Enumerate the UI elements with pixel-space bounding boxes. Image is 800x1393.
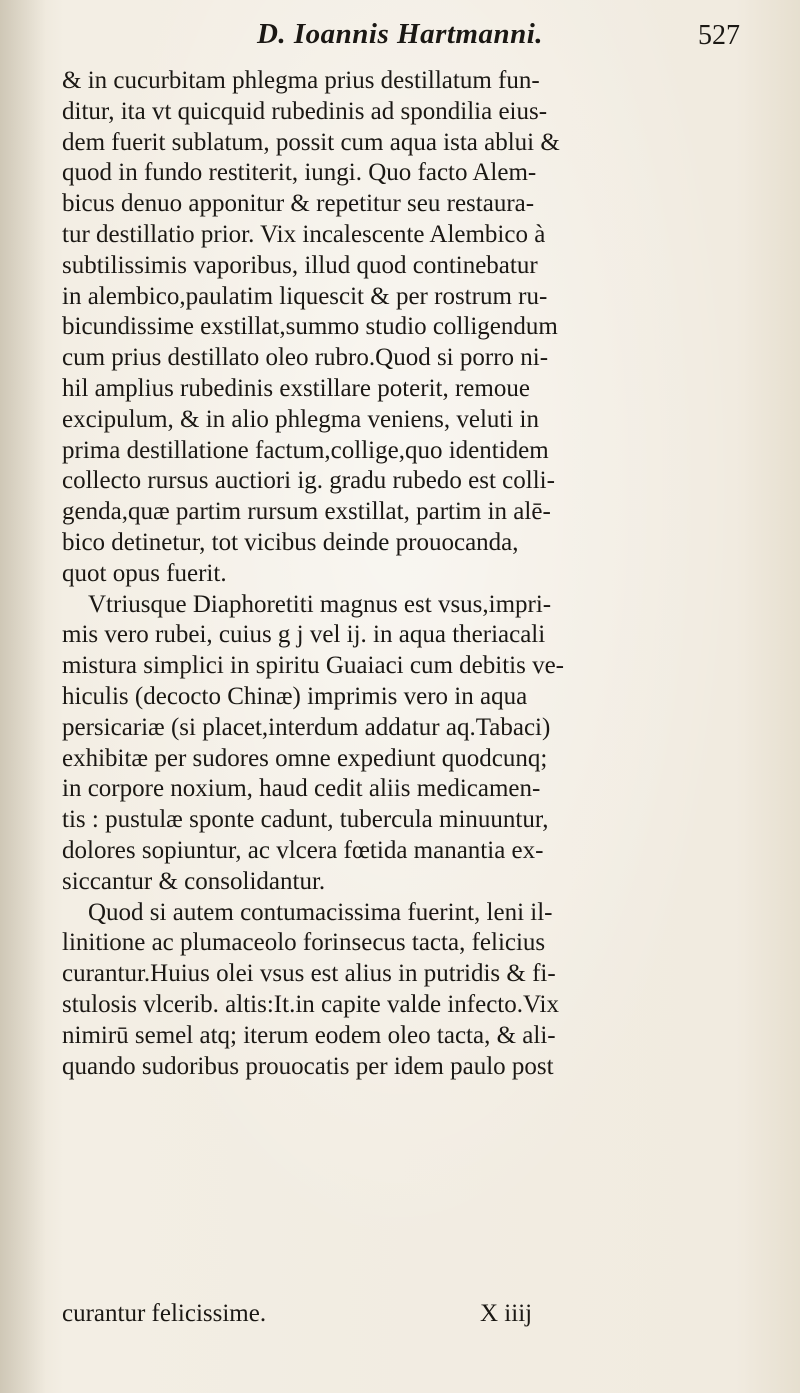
page-header [60,18,740,62]
text-line: subtilissimis vaporibus, illud quod continebatur [62,251,538,279]
text-line: mis vero rubei, cuius g j vel ij. in aqua theriacali [62,621,546,649]
text-line: linitione ac plumaceolo forinsecus tacta, felicius [62,929,546,957]
text-line: ditur, ita vt quicquid rubedinis ad spondilia eius- [62,97,548,125]
paragraph-start-line: Vtriusque Diaphoretiti magnus est vsus,impri- [88,590,552,618]
text-line: bico detinetur, tot vicibus deinde prouocanda, [62,528,519,556]
text-line: hiculis (decocto Chinæ) imprimis vero in aqua [62,682,528,710]
text-line: & in cucurbitam phlegma prius destillatum fun- [62,67,540,94]
gutter-shadow [0,0,46,1393]
text-line: hil amplius rubedinis exstillare poterit, remoue [62,374,530,402]
text-line: quando sudoribus prouocatis per idem paulo post [62,1052,554,1080]
text-line: in alembico,paulatim liquescit & per rostrum ru- [62,282,548,310]
text-line: bicundissime exstillat,summo studio colligendum [62,313,558,341]
text-line: quod in fundo restiterit, iungi. Quo facto Alem- [62,159,537,187]
text-line: siccantur & consolidantur. [62,867,326,895]
text-line: tur destillatio prior. Vix incalescente Alembico à [62,220,546,248]
text-line: nimirū semel atq; iterum eodem oleo tacta, & ali- [62,1021,556,1049]
page-footer [62,1300,712,1334]
text-line: in corpore noxium, haud cedit aliis medicamen- [62,775,541,803]
page-number: 527 [698,20,740,51]
last-text-line: curantur felicissime. [62,1300,267,1327]
text-line: excipulum, & in alio phlegma veniens, veluti in [62,405,539,433]
text-line: curantur.Huius olei vsus est alius in putridis & fi- [62,960,556,988]
text-line: dolores sopiuntur, ac vlcera fœtida manantia ex- [62,836,544,864]
text-line: tis : pustulæ sponte cadunt, tubercula minuuntur, [62,806,549,834]
text-line: bicus denuo apponitur & repetitur seu restaura- [62,190,535,218]
text-line: mistura simplici in spiritu Guaiaci cum debitis ve- [62,652,564,680]
body-text [62,66,712,1082]
signature-mark: X iiij [480,1300,533,1327]
text-line: exhibitæ per sudores omne expediunt quodcunq; [62,744,548,772]
text-line: stulosis vlcerib. altis:It.in capite valde infecto.Vix [62,990,559,1018]
text-line: persicariæ (si placet,interdum addatur aq.Tabaci) [62,713,551,741]
running-head: D. Ioannis Hartmanni. [256,18,544,50]
text-line: quot opus fuerit. [62,559,227,587]
text-line: genda,quæ partim rursum exstillat, partim in alē- [62,498,551,526]
text-line: collecto rursus auctiori ig. gradu rubedo est colli- [62,467,555,495]
text-line: cum prius destillato oleo rubro.Quod si porro ni- [62,344,549,372]
text-line: prima destillatione factum,collige,quo identidem [62,436,549,464]
text-line: dem fuerit sublatum, possit cum aqua ista ablui & [62,128,560,156]
paragraph-start-line: Quod si autem contumacissima fuerint, leni il- [88,898,553,926]
